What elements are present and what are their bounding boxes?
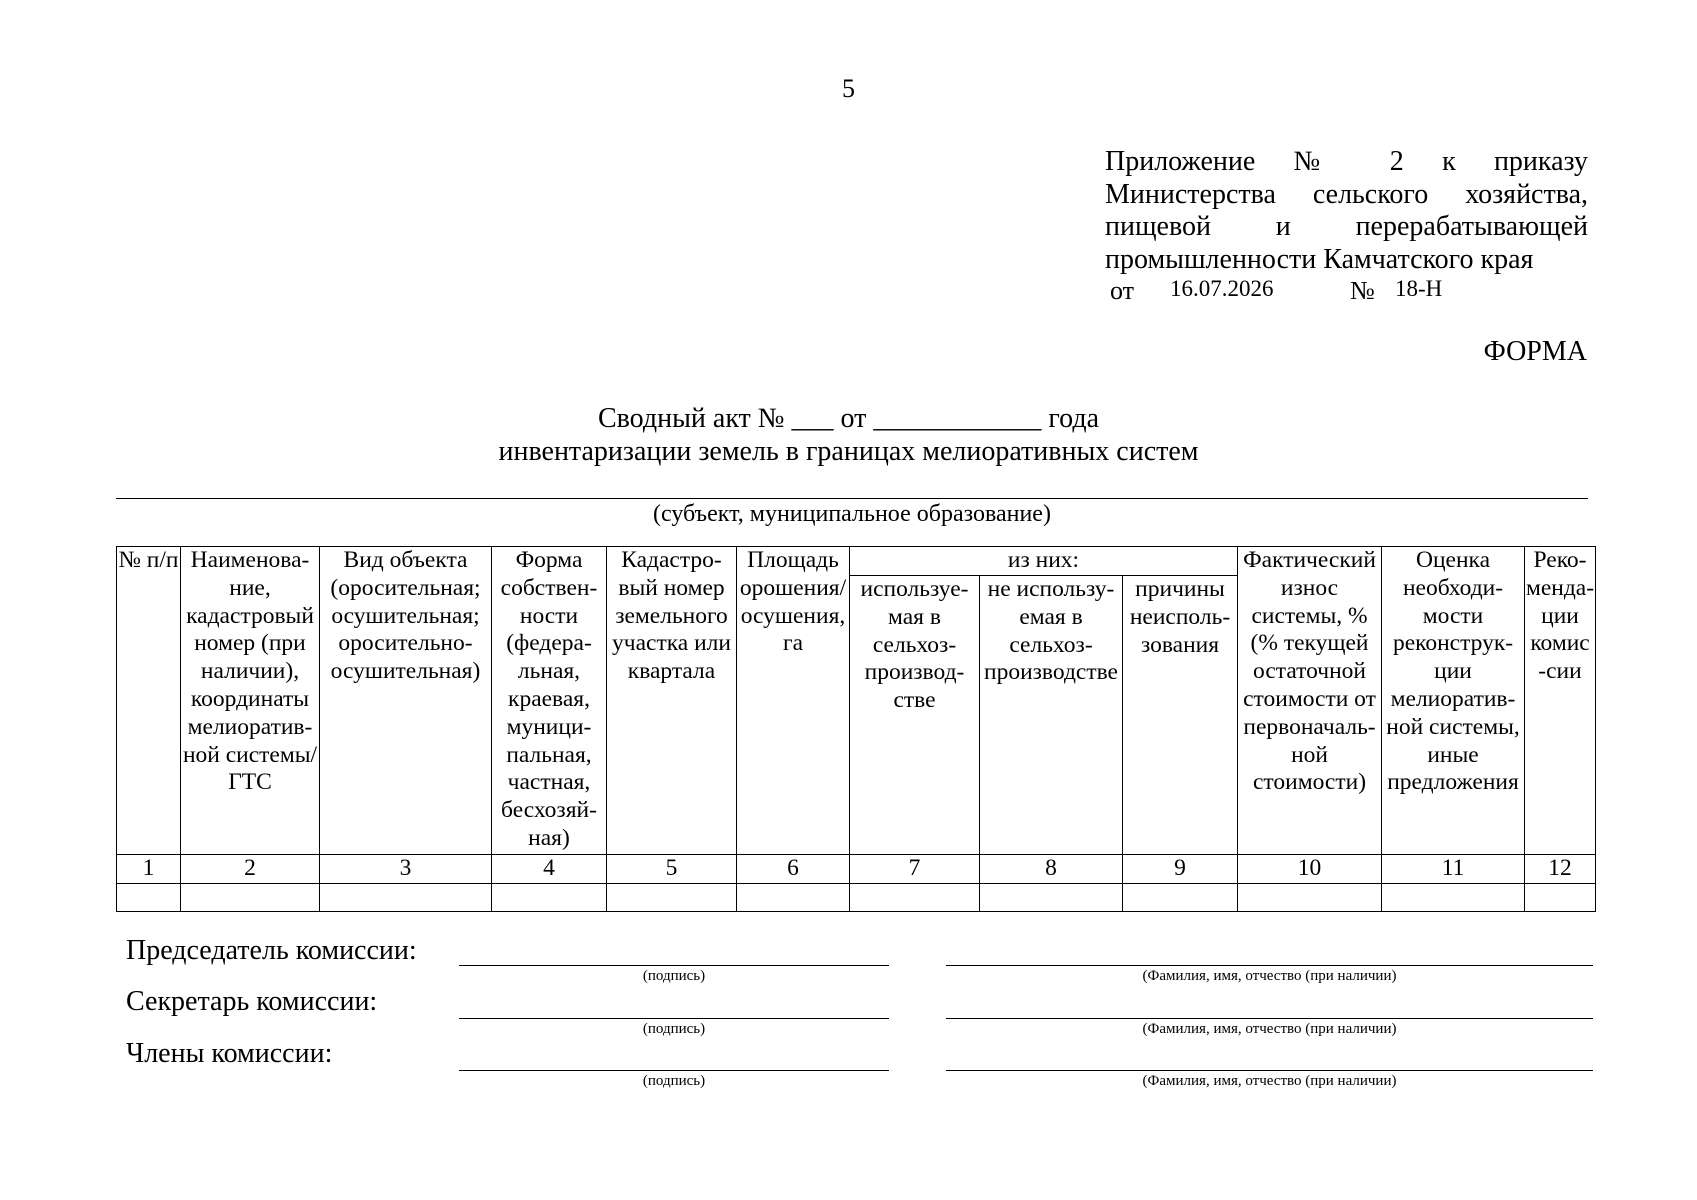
secretary-label: Секретарь комиссии: <box>126 986 378 1017</box>
column-number: 5 <box>607 855 737 884</box>
header-col-7: используе-мая в сельхоз-производ-стве <box>850 576 980 855</box>
column-number: 11 <box>1382 855 1525 884</box>
chairman-signature-line <box>459 965 889 966</box>
table-cell <box>607 883 737 911</box>
header-col-2: Наименова-ние, кадастровый номер (при наличии), координаты мелиоратив-ной системы/ ГТС <box>181 547 320 855</box>
order-date: 16.07.2026 <box>1170 276 1274 301</box>
appendix-line-1: Приложение № 2 к приказу <box>1105 146 1588 177</box>
secretary-signature-line <box>459 1018 889 1019</box>
header-col-6: Площадь орошения/ осушения, га <box>737 547 850 855</box>
appendix-line-3: пищевой и перерабатывающей <box>1105 211 1588 242</box>
page-number: 5 <box>842 74 855 103</box>
table-cell <box>492 883 607 911</box>
column-number: 4 <box>492 855 607 884</box>
header-col-1: № п/п <box>117 547 181 855</box>
header-col-10: Фактический износ системы, % (% текущей остаточной стоимости от первоначаль-ной стоимости) <box>1238 547 1382 855</box>
table-cell <box>1525 883 1596 911</box>
header-col-3: Вид объекта (оросительная; осушительная; оросительно-осушительная) <box>320 547 492 855</box>
secretary-name-hint: (Фамилия, имя, отчество (при наличии) <box>1142 1021 1397 1037</box>
forma-label: ФОРМА <box>1483 336 1587 367</box>
order-from-label: от <box>1110 276 1135 305</box>
secretary-name-line <box>946 1018 1593 1019</box>
column-number: 7 <box>850 855 980 884</box>
column-number-row <box>117 855 1596 884</box>
header-col-8: не использу-емая в сельхоз-производстве <box>980 576 1123 855</box>
subject-fill-line <box>116 498 1588 499</box>
subject-caption: (субъект, муниципальное образование) <box>653 501 1051 527</box>
chairman-label: Председатель комиссии: <box>126 935 417 966</box>
table-cell <box>737 883 850 911</box>
appendix-line-4: промышленности Камчатского края <box>1105 243 1534 275</box>
table-cell <box>117 883 181 911</box>
table-cell <box>1382 883 1525 911</box>
members-signature-hint: (подпись) <box>642 1073 706 1089</box>
column-number: 2 <box>181 855 320 884</box>
column-number: 12 <box>1525 855 1596 884</box>
table-cell <box>320 883 492 911</box>
table-cell <box>1123 883 1238 911</box>
secretary-signature-hint: (подпись) <box>642 1021 706 1037</box>
members-name-line <box>946 1070 1593 1071</box>
header-col-12: Реко-менда-ции комис -сии <box>1525 547 1596 855</box>
column-number: 6 <box>737 855 850 884</box>
order-number: 18-Н <box>1395 276 1443 301</box>
appendix-line-2: Министерства сельского хозяйства, <box>1105 178 1588 210</box>
table-cell <box>850 883 980 911</box>
column-number: 10 <box>1238 855 1382 884</box>
column-number: 8 <box>980 855 1123 884</box>
header-col-5: Кадастро-вый номер земельного участка или квартала <box>607 547 737 855</box>
chairman-signature-hint: (подпись) <box>642 968 706 984</box>
members-name-hint: (Фамилия, имя, отчество (при наличии) <box>1142 1073 1397 1089</box>
inventory-table <box>116 546 1596 912</box>
table-cell <box>980 883 1123 911</box>
table-cell <box>1238 883 1382 911</box>
document-subtitle: инвентаризации земель в границах мелиоративных систем <box>498 436 1199 467</box>
header-col-4: Форма собствен-ности (федера-льная, краевая, муници-пальная, частная, бесхозяй-ная) <box>492 547 607 855</box>
table-cell <box>181 883 320 911</box>
document-title: Сводный акт № ___ от ____________ года <box>597 403 1100 434</box>
members-signature-line <box>459 1070 889 1071</box>
column-number: 3 <box>320 855 492 884</box>
column-number: 9 <box>1123 855 1238 884</box>
chairman-name-line <box>946 965 1593 966</box>
appendix-header <box>1105 146 1588 276</box>
order-number-sign: № <box>1350 276 1375 305</box>
header-group-of-them: из них: <box>850 547 1238 576</box>
header-col-11: Оценка необходи-мости реконструк-ции мелиоратив-ной системы, иные предложения <box>1382 547 1525 855</box>
chairman-name-hint: (Фамилия, имя, отчество (при наличии) <box>1142 968 1397 984</box>
members-label: Члены комиссии: <box>126 1038 333 1069</box>
header-col-9: причины неисполь-зования <box>1123 576 1238 855</box>
column-number: 1 <box>117 855 181 884</box>
empty-data-row <box>117 883 1596 911</box>
